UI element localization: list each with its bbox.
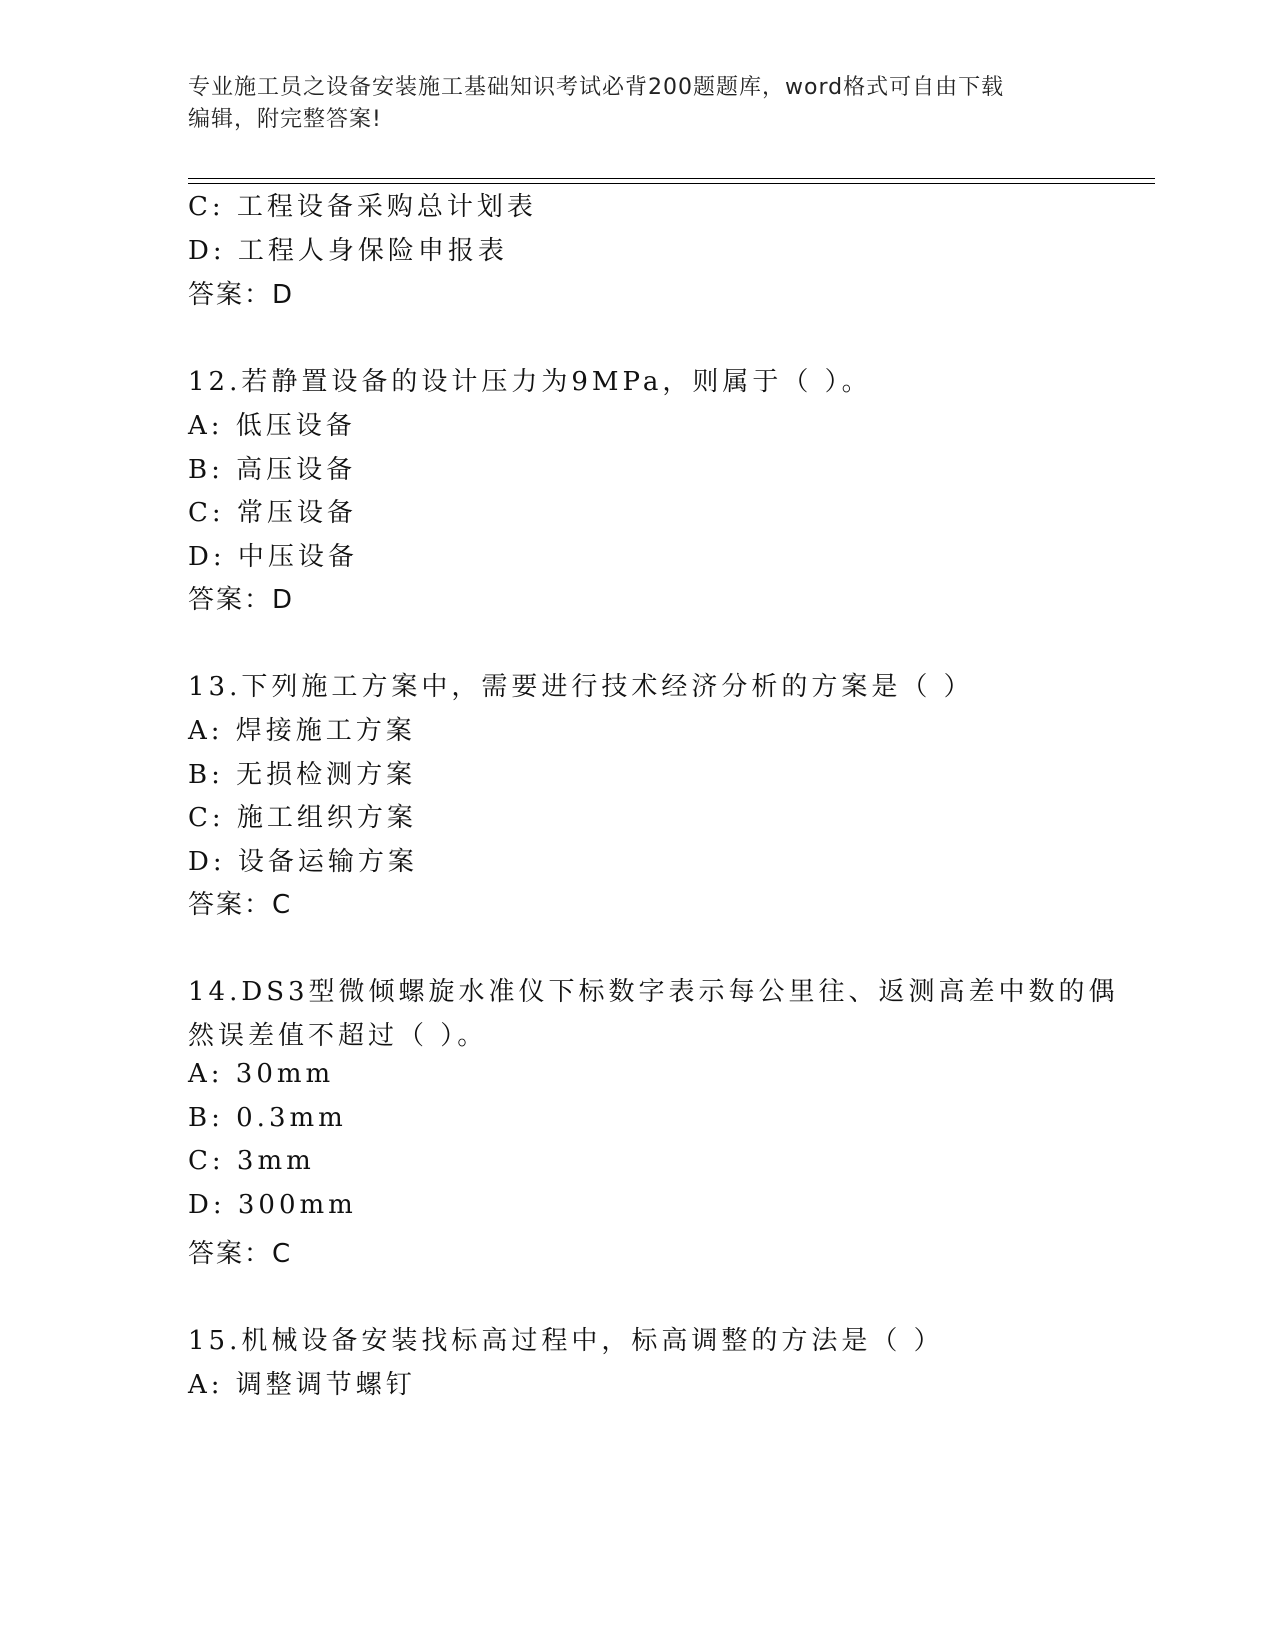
q14-option-a: A: 30mm xyxy=(188,1059,335,1089)
q12-answer: 答案：D xyxy=(188,585,295,615)
q15-option-a: A: 调整调节螺钉 xyxy=(188,1370,416,1400)
document-header xyxy=(188,72,1068,136)
q12-option-a: A: 低压设备 xyxy=(188,411,356,441)
q12-option-b: B: 高压设备 xyxy=(188,455,357,485)
q11-option-d: D: 工程人身保险申报表 xyxy=(188,236,508,266)
q14-option-b: B: 0.3mm xyxy=(188,1103,347,1133)
q14-option-c: C: 3mm xyxy=(188,1146,315,1176)
q13-option-c: C: 施工组织方案 xyxy=(188,803,417,833)
q12-stem: 12.若静置设备的设计压力为9MPa，则属于（ ）。 xyxy=(188,367,872,397)
q13-option-a: A: 焊接施工方案 xyxy=(188,716,416,746)
q13-option-b: B: 无损检测方案 xyxy=(188,760,417,790)
q12-option-d: D: 中压设备 xyxy=(188,542,358,572)
q13-answer: 答案：C xyxy=(188,890,293,920)
q11-option-c: C: 工程设备采购总计划表 xyxy=(188,192,537,222)
header-rule-top xyxy=(188,178,1155,179)
header-line-1: 专业施工员之设备安装施工基础知识考试必背200题题库，word格式可自由下载 xyxy=(188,75,1005,100)
q11-answer: 答案：D xyxy=(188,280,295,310)
q12-option-c: C: 常压设备 xyxy=(188,498,357,528)
q13-stem: 13.下列施工方案中，需要进行技术经济分析的方案是（ ） xyxy=(188,672,974,702)
q14-answer: 答案：C xyxy=(188,1239,293,1269)
q13-option-d: D: 设备运输方案 xyxy=(188,847,418,877)
header-rule-bottom xyxy=(188,183,1155,184)
q14-stem-line-1: 14.DS3型微倾螺旋水准仪下标数字表示每公里往、返测高差中数的偶 xyxy=(188,977,1119,1007)
q14-option-d: D: 300mm xyxy=(188,1190,357,1220)
q15-stem: 15.机械设备安装找标高过程中，标高调整的方法是（ ） xyxy=(188,1326,944,1356)
header-line-2: 编辑，附完整答案! xyxy=(188,107,382,132)
q14-stem-line-2: 然误差值不超过（ ）。 xyxy=(188,1021,488,1051)
